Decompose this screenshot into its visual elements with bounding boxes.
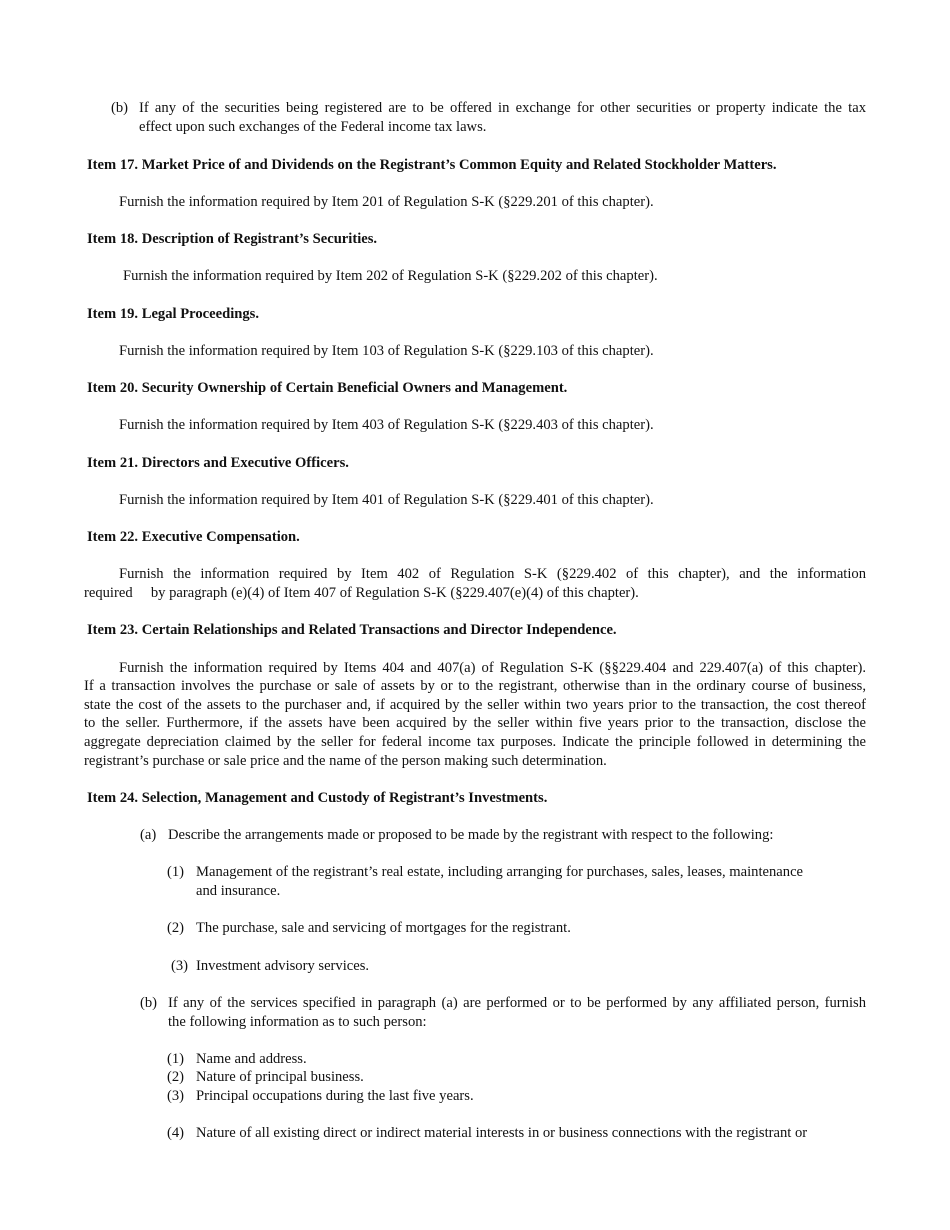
list-item: Nature of all existing direct or indirect material interests in or business connections with the registrant or xyxy=(196,1125,808,1141)
list-item: Management of the registrant’s real estate, including arranging for purchases, sales, leases, maintenance xyxy=(196,864,804,880)
paragraph-line: to the seller. Furthermore, if the assets have been acquired by the seller within five years prior to the transaction, disclose the xyxy=(84,715,866,731)
section-heading-item-23: Item 23. Certain Relationships and Related Transactions and Director Independence. xyxy=(87,622,617,638)
list-item: Principal occupations during the last five years. xyxy=(196,1088,474,1104)
list-item: Nature of principal business. xyxy=(196,1069,364,1085)
list-label: (1) xyxy=(167,864,185,880)
paragraph-line: registrant’s purchase or sale price and the name of the person making such determination. xyxy=(84,753,607,769)
paragraph-line: state the cost of the assets to the purchaser and, if acquired by the seller within two years prior to the transaction, the cost thereof xyxy=(84,697,866,713)
list-item: The purchase, sale and servicing of mortgages for the registrant. xyxy=(196,920,571,936)
section-heading-item-24: Item 24. Selection, Management and Custody of Registrant’s Investments. xyxy=(87,790,548,806)
paragraph-line: aggregate depreciation claimed by the seller for federal income tax purposes. Indicate the principle followed in determining the xyxy=(84,734,866,750)
list-item: and insurance. xyxy=(196,883,281,899)
list-label: (a) xyxy=(140,827,157,843)
paragraph-line: Furnish the information required by Item 103 of Regulation S-K (§229.103 of this chapter). xyxy=(119,343,654,359)
paragraph-line: Furnish the information required by Item 401 of Regulation S-K (§229.401 of this chapter). xyxy=(119,492,654,508)
paragraph-line: effect upon such exchanges of the Federal income tax laws. xyxy=(139,119,487,135)
section-heading-item-20: Item 20. Security Ownership of Certain Beneficial Owners and Management. xyxy=(87,380,568,396)
list-label: (4) xyxy=(167,1125,185,1141)
paragraph-line: If any of the securities being registered are to be offered in exchange for other securities or property indicate the tax xyxy=(139,100,866,116)
paragraph-line: Furnish the information required by Item 202 of Regulation S-K (§229.202 of this chapter). xyxy=(123,268,658,284)
paragraph-line: required by paragraph (e)(4) of Item 407 of Regulation S-K (§229.407(e)(4) of this chapter). xyxy=(84,585,639,601)
paragraph-line: Furnish the information required by Item 201 of Regulation S-K (§229.201 of this chapter). xyxy=(119,194,654,210)
paragraph-line: If any of the services specified in paragraph (a) are performed or to be performed by any affiliated person, furnish xyxy=(168,995,866,1011)
paragraph-line: Furnish the information required by Item 402 of Regulation S-K (§229.402 of this chapter), and the information xyxy=(119,566,866,582)
paragraph-line: If a transaction involves the purchase or sale of assets by or to the registrant, otherwise than in the ordinary course of business, xyxy=(84,678,866,694)
list-label: (3) xyxy=(167,1088,185,1104)
paragraph-line: Describe the arrangements made or proposed to be made by the registrant with respect to the following: xyxy=(168,827,774,843)
list-item: Investment advisory services. xyxy=(196,958,370,974)
list-label: (b) xyxy=(140,995,158,1011)
paragraph-line: Furnish the information required by Items 404 and 407(a) of Regulation S-K (§§229.404 and 229.407(a) of this chapter). xyxy=(119,660,866,676)
section-heading-item-22: Item 22. Executive Compensation. xyxy=(87,529,300,545)
section-heading-item-17: Item 17. Market Price of and Dividends on the Registrant’s Common Equity and Related Stockholder Matters. xyxy=(87,157,777,173)
list-item: Name and address. xyxy=(196,1051,307,1067)
list-label: (2) xyxy=(167,920,185,936)
section-heading-item-18: Item 18. Description of Registrant’s Securities. xyxy=(87,231,378,247)
paragraph-line: the following information as to such person: xyxy=(168,1014,427,1030)
paragraph-line: Furnish the information required by Item 403 of Regulation S-K (§229.403 of this chapter). xyxy=(119,417,654,433)
section-heading-item-21: Item 21. Directors and Executive Officers. xyxy=(87,455,349,471)
section-heading-item-19: Item 19. Legal Proceedings. xyxy=(87,306,259,322)
list-label: (1) xyxy=(167,1051,185,1067)
list-label: (2) xyxy=(167,1069,185,1085)
list-label: (3) xyxy=(171,958,189,974)
list-label: (b) xyxy=(111,100,129,116)
